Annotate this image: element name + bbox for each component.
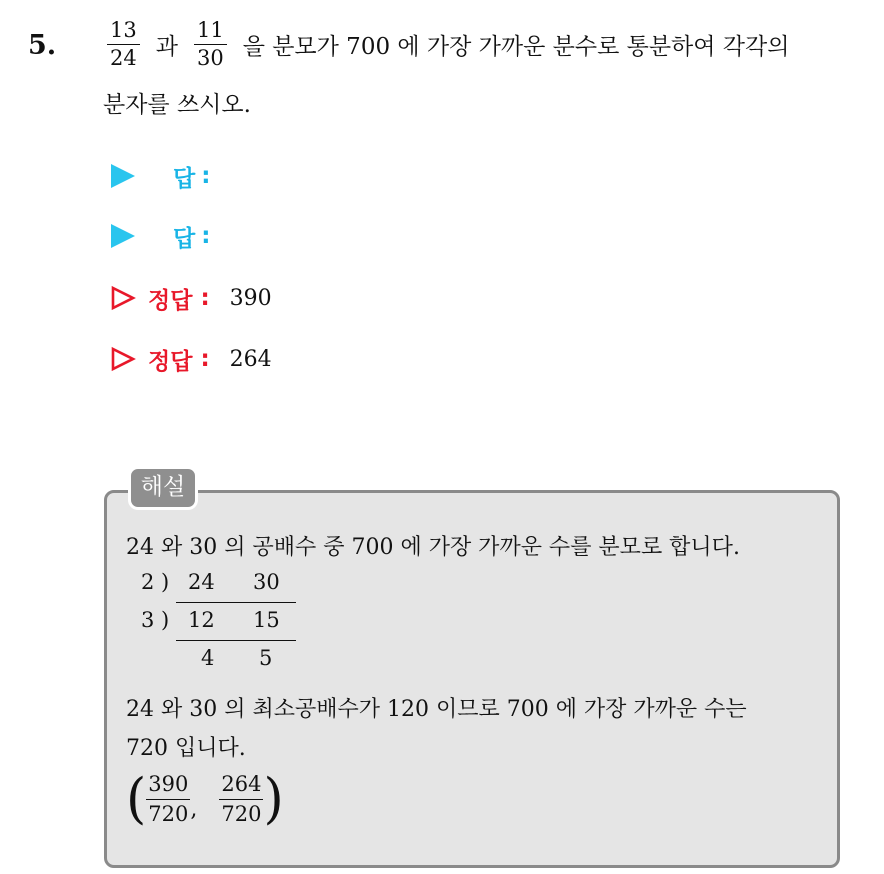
- fraction-numerator: 11: [194, 20, 227, 45]
- ladder-cell: 12: [188, 608, 215, 632]
- fraction-denominator: 30: [196, 45, 224, 70]
- ladder-divisor: 2: [141, 570, 155, 594]
- ladder-cell: 24: [188, 570, 215, 594]
- ladder-bracket: ): [161, 608, 170, 632]
- ladder-divisor: 3: [141, 608, 155, 632]
- answer-row-2: [111, 218, 210, 254]
- correct-answer-colon: :: [200, 285, 210, 311]
- question-line-1: [103, 10, 789, 78]
- correct-answer-value: 264: [229, 346, 272, 372]
- play-triangle-icon: [111, 224, 135, 248]
- correct-answer-colon: :: [200, 346, 210, 372]
- result-fractions: [126, 768, 284, 830]
- outline-triangle-icon: [110, 285, 136, 311]
- correct-answer-value: 390: [229, 285, 272, 311]
- answer-label: 답: [173, 225, 196, 252]
- fraction-numerator: 264: [219, 774, 263, 800]
- outline-triangle-icon: [110, 346, 136, 372]
- ladder-cell: 30: [253, 570, 280, 594]
- result-comma: ,: [190, 797, 198, 822]
- fraction-denominator: 24: [110, 45, 137, 70]
- close-paren: ): [263, 767, 284, 831]
- ladder-cell: 15: [253, 608, 280, 632]
- correct-answer-label: 정답: [148, 287, 193, 314]
- answer-label: 답: [173, 165, 196, 192]
- answer-row-1: [111, 158, 210, 194]
- fraction-denominator: 720: [221, 801, 262, 826]
- ladder-cell: 4: [201, 646, 215, 670]
- fraction-numerator: 390: [146, 774, 190, 800]
- ladder-rule: [176, 602, 296, 603]
- correct-answer-label: 정답: [148, 348, 193, 375]
- answer-colon: :: [201, 163, 211, 189]
- fraction-11-30: [194, 17, 227, 70]
- result-fraction-2: [219, 771, 263, 826]
- solution-line-3: 720 입니다.: [126, 736, 246, 761]
- result-fraction-1: [146, 771, 190, 826]
- fraction-13-24: [107, 17, 140, 70]
- open-paren: (: [126, 767, 147, 831]
- question-text: 을 분모가 700 에 가장 가까운 분수로 통분하여 각각의: [242, 33, 790, 60]
- question-line-2: 분자를 쓰시오.: [103, 92, 251, 118]
- ladder-rule: [176, 640, 296, 641]
- solution-tag: 해설: [128, 466, 198, 510]
- solution-line-1: 24 와 30 의 공배수 중 700 에 가장 가까운 수를 분모로 합니다.: [126, 535, 740, 560]
- connector-text: 과: [155, 33, 178, 60]
- correct-answer-row-1: [110, 280, 272, 316]
- correct-answer-row-2: [110, 341, 272, 377]
- play-triangle-icon: [111, 164, 135, 188]
- solution-line-2: 24 와 30 의 최소공배수가 120 이므로 700 에 가장 가까운 수는: [126, 697, 747, 722]
- fraction-denominator: 720: [148, 801, 189, 826]
- fraction-numerator: 13: [107, 20, 140, 45]
- ladder-bracket: ): [161, 570, 170, 594]
- answer-colon: :: [201, 223, 211, 249]
- ladder-cell: 5: [259, 646, 273, 670]
- question-number: 5.: [28, 30, 57, 61]
